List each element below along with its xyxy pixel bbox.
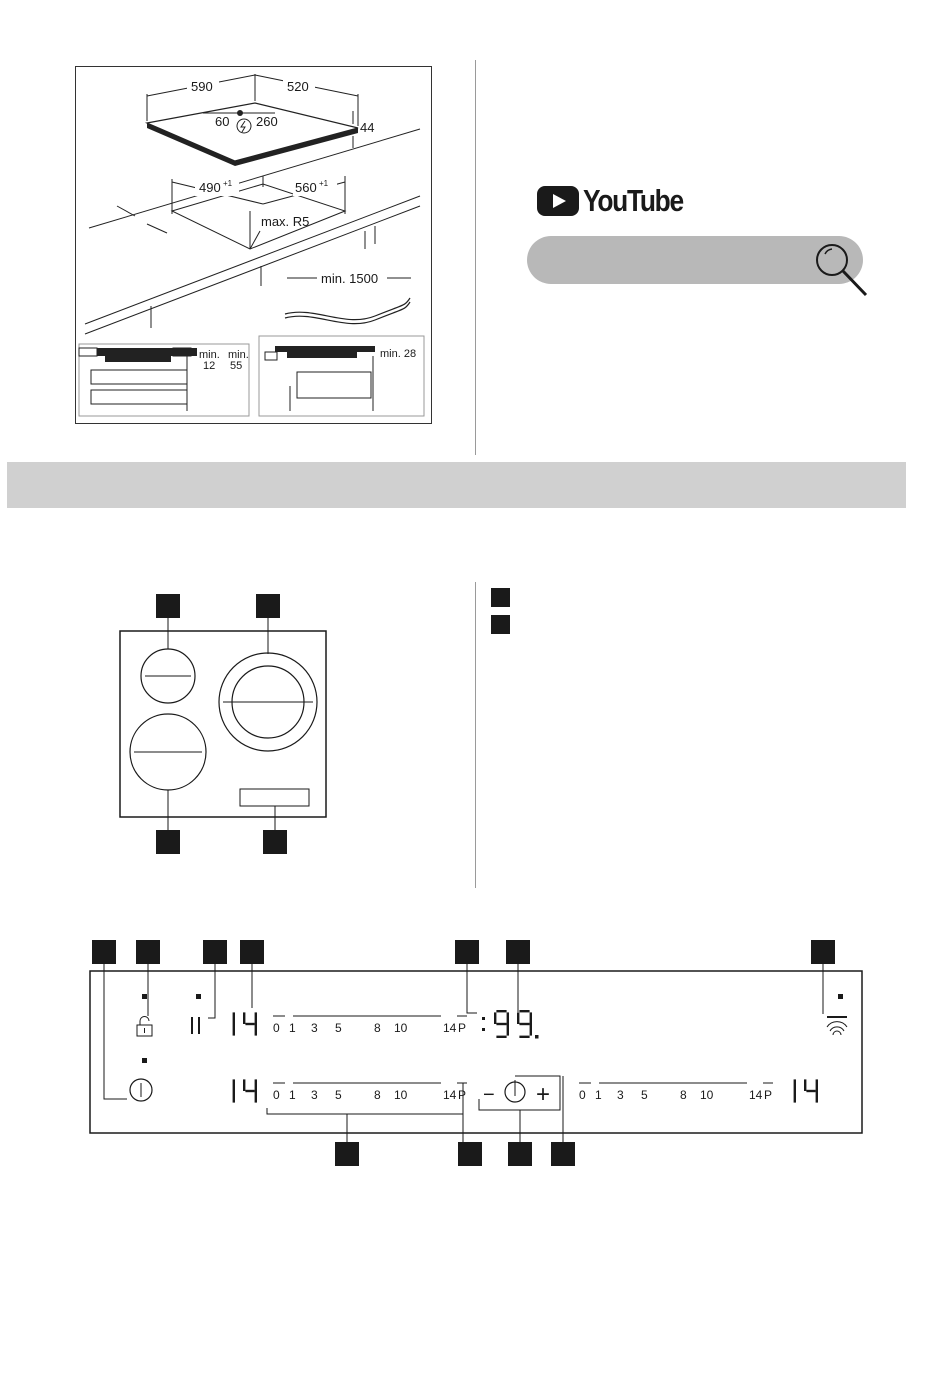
scale-label: 0 [579, 1088, 586, 1102]
min-value-a: 12 [203, 360, 216, 372]
scale-label: P [458, 1088, 467, 1102]
installation-diagram [75, 66, 432, 424]
display-segment [816, 1079, 818, 1091]
scale-label: 1 [595, 1088, 602, 1102]
display-segment [816, 1091, 818, 1103]
dim-depth: 520 [287, 79, 309, 94]
scale-label: 0 [273, 1088, 280, 1102]
dim-height: 44 [360, 120, 375, 135]
display-segment [507, 1024, 509, 1036]
scale-label: 10 [700, 1088, 714, 1102]
scale-label: 1 [289, 1021, 296, 1035]
display-segment [494, 1012, 496, 1024]
corner-radius: max. R5 [261, 214, 310, 229]
display-segment [496, 1036, 506, 1038]
display-segment [233, 1024, 235, 1036]
cutout-width: 490 [199, 180, 221, 195]
min-value-b: 55 [230, 360, 243, 372]
scale-label: 1 [289, 1088, 296, 1102]
scale-label: 0 [273, 1021, 280, 1035]
display-segment [530, 1024, 532, 1036]
youtube-logo [537, 184, 701, 218]
display-segment [794, 1079, 796, 1091]
display-segment [794, 1091, 796, 1103]
cutout-width-tol: +1 [223, 179, 233, 188]
youtube-logo-text: YouTube [583, 183, 683, 218]
control-panel-diagram [85, 936, 870, 1166]
scale-label: 8 [374, 1021, 381, 1035]
scale-label: 8 [374, 1088, 381, 1102]
display-segment [496, 1010, 506, 1012]
display-segment [233, 1012, 235, 1024]
scale-label: 14 [749, 1088, 763, 1102]
hob-layout-diagram [110, 594, 340, 856]
scale-label: 3 [311, 1088, 318, 1102]
min-label-b: min. [228, 349, 249, 361]
display-segment [255, 1024, 257, 1036]
legend-marker-2 [491, 615, 510, 634]
display-segment [530, 1012, 532, 1024]
timer-plus-button[interactable]: + [536, 1081, 551, 1108]
cable-length: min. 1500 [321, 271, 379, 286]
display-segment [255, 1012, 257, 1024]
display-segment [519, 1023, 529, 1025]
scale-label: 3 [617, 1088, 624, 1102]
scale-label: 14 [443, 1088, 457, 1102]
scale-label: 5 [335, 1088, 342, 1102]
display-segment [496, 1023, 506, 1025]
scale-label: 14 [443, 1021, 457, 1035]
display-segment [233, 1091, 235, 1103]
display-segment [519, 1010, 529, 1012]
display-segment [804, 1079, 806, 1091]
display-dot [535, 1035, 539, 1039]
display-segment [255, 1079, 257, 1091]
display-segment [243, 1079, 245, 1091]
scale-label: 10 [394, 1021, 408, 1035]
display-segment [233, 1079, 235, 1091]
scale-label: 10 [394, 1088, 408, 1102]
display-segment [806, 1090, 815, 1092]
scale-label: P [764, 1088, 773, 1102]
search-icon [812, 240, 874, 302]
display-segment [519, 1036, 529, 1038]
display-segment [245, 1023, 254, 1025]
section-header-band [7, 462, 906, 508]
divider-middle [475, 582, 476, 888]
cutout-depth-tol: +1 [319, 179, 329, 188]
scale-label: 5 [335, 1021, 342, 1035]
play-icon [537, 186, 579, 216]
scale-label: 5 [641, 1088, 648, 1102]
min-label-a: min. [199, 349, 220, 361]
min-label-c: min. 28 [380, 348, 417, 360]
display-segment [507, 1012, 509, 1024]
display-segment [517, 1012, 519, 1024]
timer-minus-button[interactable]: − [483, 1084, 495, 1106]
display-segment [243, 1012, 245, 1024]
cutout-depth: 560 [295, 180, 317, 195]
legend-marker-1 [491, 588, 510, 607]
scale-label: 3 [311, 1021, 318, 1035]
scale-label: 8 [680, 1088, 687, 1102]
dim-left-offset: 60 [215, 114, 230, 129]
divider-top [475, 60, 476, 455]
dim-right-offset: 260 [256, 114, 278, 129]
display-segment [245, 1090, 254, 1092]
dim-width: 590 [191, 79, 213, 94]
display-segment [255, 1091, 257, 1103]
scale-label: P [458, 1021, 467, 1035]
